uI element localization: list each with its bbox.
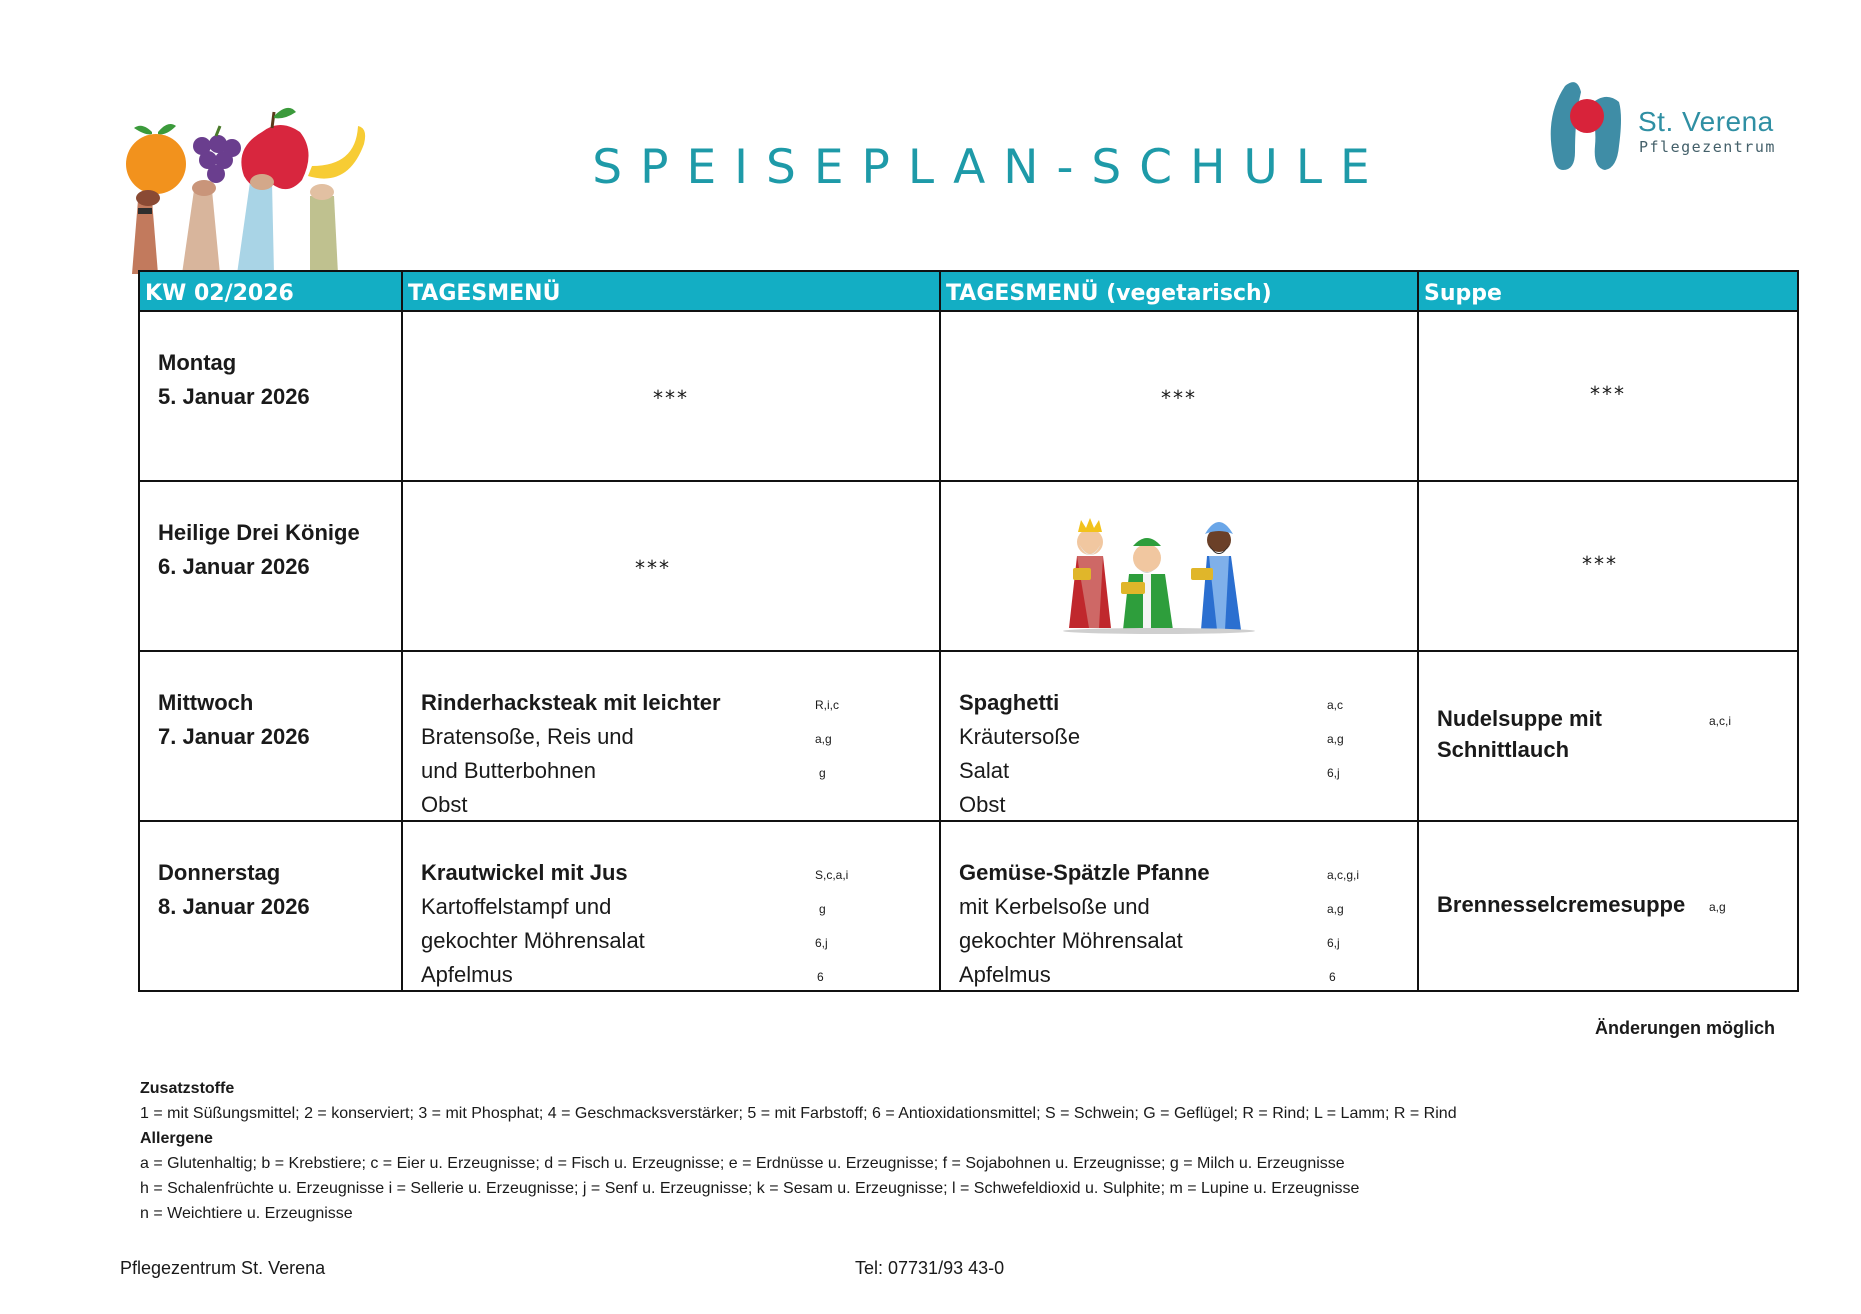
allergen-code: 6 <box>1329 970 1336 984</box>
day-date: 5. Januar 2026 <box>158 384 310 409</box>
allergen-code: a,g <box>1327 902 1344 916</box>
no-menu-stars: *** <box>635 556 671 580</box>
allergens-line: a = Glutenhaltig; b = Krebstiere; c = Eier u. Erzeugnisse; d = Fisch u. Erzeugnisse; e = Erdnüsse u. Erzeugnisse; f = Sojabohnen u. Erzeugnisse; g = Milch u. Erzeugnisse <box>140 1155 1345 1172</box>
dish-line: Kartoffelstampf und <box>421 894 612 919</box>
header-suppe: Suppe <box>1418 271 1798 311</box>
veg-cell <box>940 821 1418 991</box>
veg-cell <box>940 651 1418 821</box>
legend-notes <box>140 1076 1457 1226</box>
no-menu-stars: *** <box>1161 386 1197 410</box>
header-week: KW 02/2026 <box>139 271 402 311</box>
dish-line: mit Kerbelsoße und <box>959 894 1150 919</box>
day-cell <box>139 821 402 991</box>
menu-cell <box>402 651 940 821</box>
header-tagesmenu: TAGESMENÜ <box>402 271 940 311</box>
day-name: Mittwoch <box>158 690 254 715</box>
day-cell <box>139 311 402 481</box>
day-cell <box>139 481 402 651</box>
dish-line: Apfelmus <box>959 962 1051 987</box>
day-date: 6. Januar 2026 <box>158 554 310 579</box>
no-menu-stars: *** <box>653 386 689 410</box>
table-row <box>139 481 1798 651</box>
menu-cell <box>402 821 940 991</box>
changes-possible-note: Änderungen möglich <box>1595 1018 1775 1038</box>
dish-line: Salat <box>959 758 1010 783</box>
veg-cell <box>940 311 1418 481</box>
menu-cell <box>402 311 940 481</box>
dish-line: und Butterbohnen <box>421 758 596 783</box>
allergen-code: a,c <box>1327 698 1344 712</box>
allergens-title: Allergene <box>140 1130 213 1147</box>
allergen-code: a,g <box>815 732 832 746</box>
no-menu-stars: *** <box>1590 382 1626 406</box>
allergen-code: a,g <box>1709 900 1726 914</box>
allergen-code: a,c,g,i <box>1327 868 1360 882</box>
allergen-code: 6,j <box>1327 766 1340 780</box>
allergen-code: 6,j <box>1327 936 1340 950</box>
dish-line: Spaghetti <box>959 690 1060 715</box>
footer-organization: Pflegezentrum St. Verena <box>120 1258 326 1278</box>
allergen-code: g <box>819 766 826 780</box>
dish-line: Obst <box>959 792 1006 817</box>
menu-cell <box>402 481 940 651</box>
logo-name: St. Verena <box>1638 106 1774 137</box>
three-kings-illustration <box>1059 510 1259 634</box>
dish-line: Rinderhacksteak mit leichter <box>421 690 721 715</box>
day-date: 8. Januar 2026 <box>158 894 310 919</box>
table-row <box>139 311 1798 481</box>
header-tagesmenu-vegetarisch: TAGESMENÜ (vegetarisch) <box>940 271 1418 311</box>
table-row <box>139 651 1798 821</box>
logo-subtitle: Pflegezentrum <box>1639 138 1776 156</box>
page-title: SPEISEPLAN-SCHULE <box>592 140 1388 195</box>
allergen-code: 6 <box>817 970 824 984</box>
allergens-line: h = Schalenfrüchte u. Erzeugnisse i = Sellerie u. Erzeugnisse; j = Senf u. Erzeugnisse; k = Sesam u. Erzeugnisse; l = Schwefeldioxid u. Sulphite; m = Lupine u. Erzeugnisse <box>140 1180 1360 1197</box>
soup-line: Nudelsuppe mit <box>1437 706 1603 731</box>
dish-line: Obst <box>421 792 468 817</box>
allergen-code: g <box>819 902 826 916</box>
allergen-code: a,g <box>1327 732 1344 746</box>
day-cell <box>139 651 402 821</box>
table-row <box>139 821 1798 991</box>
soup-cell <box>1418 311 1798 481</box>
soup-line: Schnittlauch <box>1437 737 1570 762</box>
no-menu-stars: *** <box>1582 552 1618 576</box>
footer-phone: Tel: 07731/93 43-0 <box>855 1258 1005 1278</box>
soup-cell <box>1418 651 1798 821</box>
dish-line: gekochter Möhrensalat <box>421 928 645 953</box>
day-date: 7. Januar 2026 <box>158 724 310 749</box>
soup-cell <box>1418 821 1798 991</box>
allergen-code: a,c,i <box>1709 714 1732 728</box>
soup-cell <box>1418 481 1798 651</box>
day-name: Heilige Drei Könige <box>158 520 360 545</box>
fruit-hands-illustration <box>112 92 382 274</box>
dish-line: gekochter Möhrensalat <box>959 928 1183 953</box>
dish-line: Apfelmus <box>421 962 513 987</box>
menu-table <box>138 270 1799 992</box>
allergens-line: n = Weichtiere u. Erzeugnisse <box>140 1205 353 1222</box>
day-name: Montag <box>158 350 237 375</box>
day-name: Donnerstag <box>158 860 281 885</box>
additives-text: 1 = mit Süßungsmittel; 2 = konserviert; 3 = mit Phosphat; 4 = Geschmacksverstärker; 5 = mit Farbstoff; 6 = Antioxidationsmittel; S = Schwein; G = Geflügel; R = Rind; L = Lamm; R = Rind <box>140 1105 1457 1122</box>
allergen-code: 6,j <box>815 936 828 950</box>
dish-line: Gemüse-Spätzle Pfanne <box>959 860 1210 885</box>
allergen-code: R,i,c <box>815 698 839 712</box>
soup-line: Brennesselcremesuppe <box>1437 892 1686 917</box>
dish-line: Kräutersoße <box>959 724 1081 749</box>
dish-line: Bratensoße, Reis und <box>421 724 634 749</box>
veg-cell <box>940 481 1418 651</box>
additives-title: Zusatzstoffe <box>140 1080 235 1097</box>
dish-line: Krautwickel mit Jus <box>421 860 628 885</box>
allergen-code: S,c,a,i <box>815 868 849 882</box>
table-header-row <box>139 271 1798 311</box>
